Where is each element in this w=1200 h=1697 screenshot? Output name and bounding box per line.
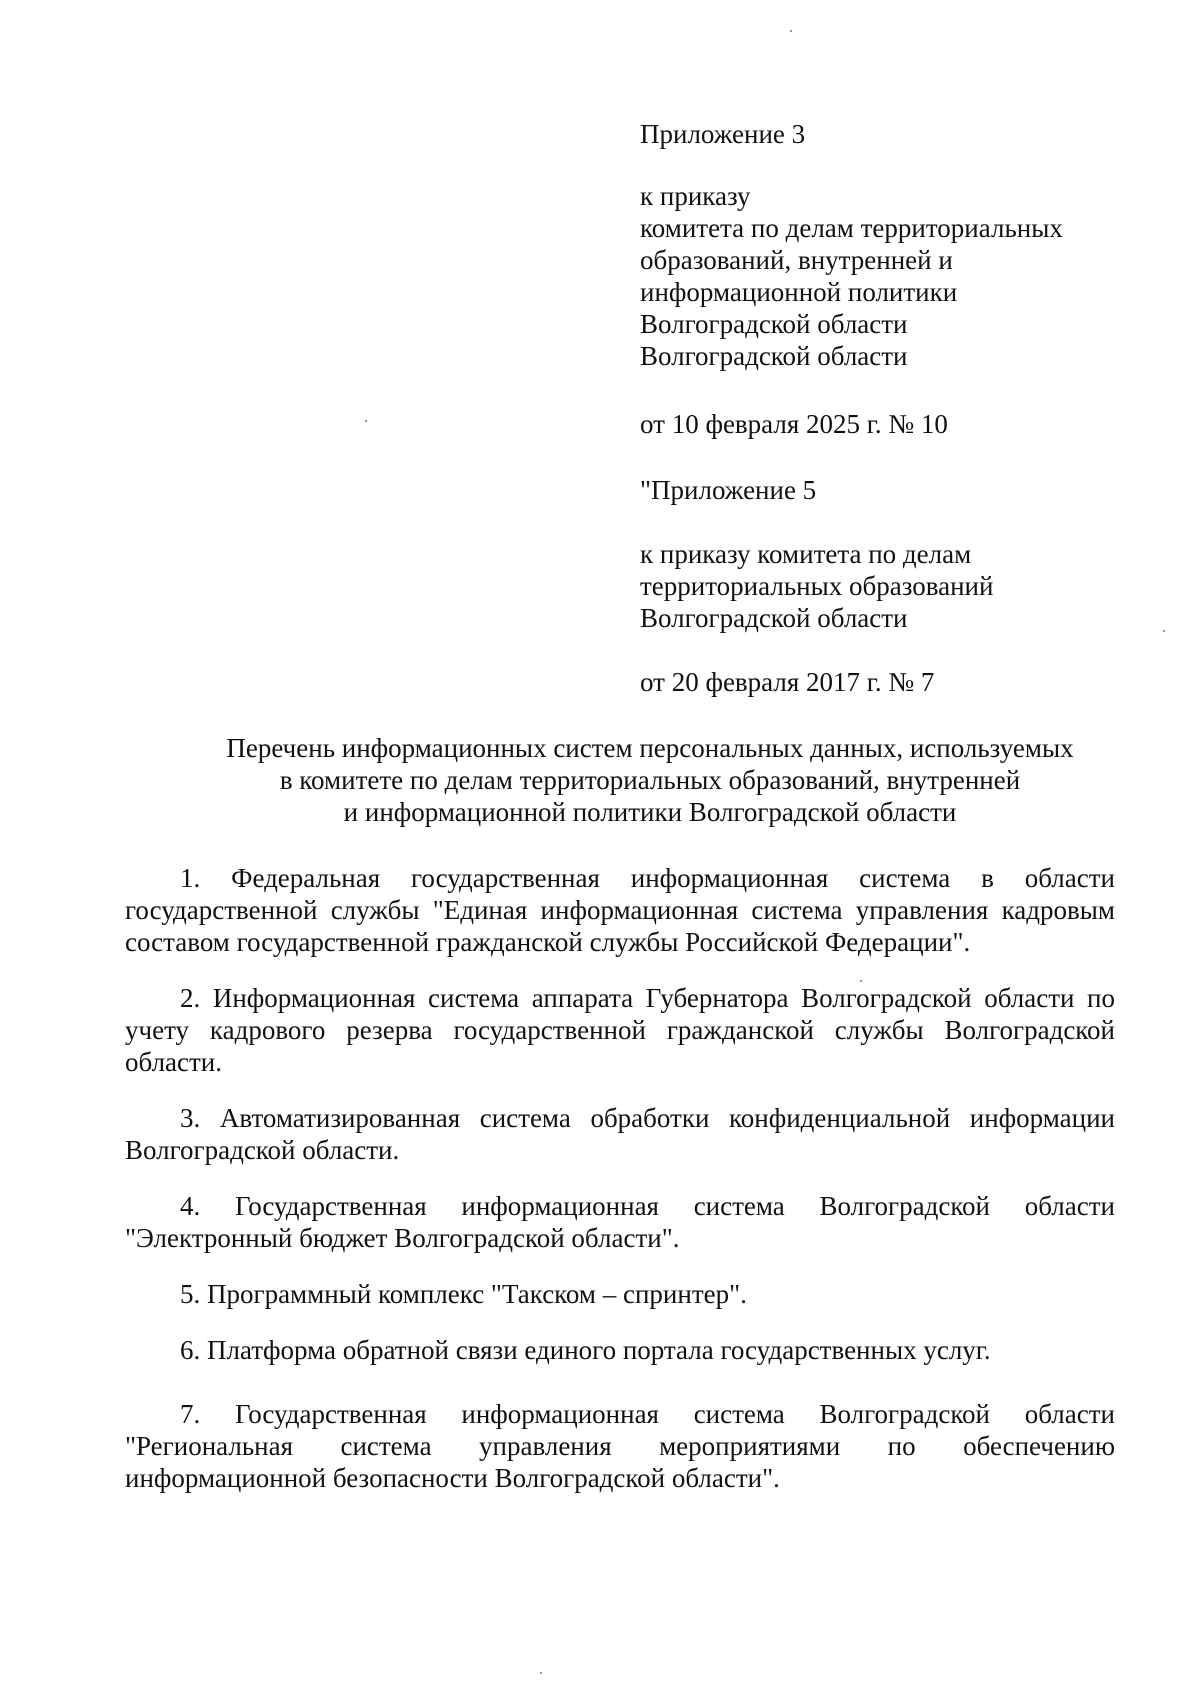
quoted-appendix-title [640, 474, 1110, 506]
order-reference-line: к приказу [640, 181, 751, 211]
quoted-order-date [640, 666, 1110, 698]
quoted-order-reference-line: территориальных образований [640, 571, 994, 601]
quoted-order-reference [640, 538, 1110, 634]
appendix-title [640, 118, 1110, 150]
quoted-order-reference-line: Волгоградской области [640, 603, 908, 633]
order-reference-line: образований, внутренней и [640, 245, 953, 275]
order-reference-line: Волгоградской области [640, 341, 908, 371]
list-item: 7. Государственная информационная система Волгоградской области "Региональная система управления мероприятиями по обеспечению информационной безопасности Волгоградской области". [125, 1399, 1115, 1493]
document-title-line: и информационной политики Волгоградской области [343, 797, 957, 827]
order-date [640, 408, 1110, 440]
list-item: 6. Платформа обратной связи единого портала государственных услуг. [180, 1335, 991, 1365]
list-item: 1. Федеральная государственная информационная система в области государственной службы "Единая информационная система управления кадровым составом государственной гражданской службы Российской Федерации". [125, 863, 1115, 957]
document-title [125, 732, 1175, 828]
quoted-order-date-text: от 20 февраля 2017 г. № 7 [640, 667, 935, 697]
list-item: 2. Информационная система аппарата Губернатора Волгоградской области по учету кадрового резерва государственной гражданской службы Волгоградской области. [125, 983, 1115, 1077]
quoted-order-reference-line: к приказу комитета по делам [640, 539, 972, 569]
list-item: 4. Государственная информационная система Волгоградской области "Электронный бюджет Волгоградской области". [125, 1191, 1115, 1253]
scan-speck [1163, 630, 1165, 632]
order-reference-line: Волгоградской области [640, 309, 908, 339]
order-reference [640, 180, 1110, 372]
document-title-line: Перечень информационных систем персональных данных, используемых [226, 733, 1074, 763]
scan-speck [365, 420, 367, 422]
order-reference-line: информационной политики [640, 277, 958, 307]
quoted-appendix-title-text: "Приложение 5 [640, 475, 817, 505]
scan-speck [860, 980, 862, 982]
scan-speck [790, 30, 792, 32]
scan-speck [540, 1672, 542, 1674]
systems-list [125, 862, 1115, 1518]
document-title-line: в комитете по делам территориальных образований, внутренней [279, 765, 1021, 795]
list-item: 5. Программный комплекс "Такском – спринтер". [180, 1279, 747, 1309]
list-item: 3. Автоматизированная система обработки конфиденциальной информации Волгоградской области. [125, 1103, 1115, 1165]
appendix-title-text: Приложение 3 [640, 119, 806, 149]
order-reference-line: комитета по делам территориальных [640, 213, 1063, 243]
order-date-text: от 10 февраля 2025 г. № 10 [640, 409, 948, 439]
